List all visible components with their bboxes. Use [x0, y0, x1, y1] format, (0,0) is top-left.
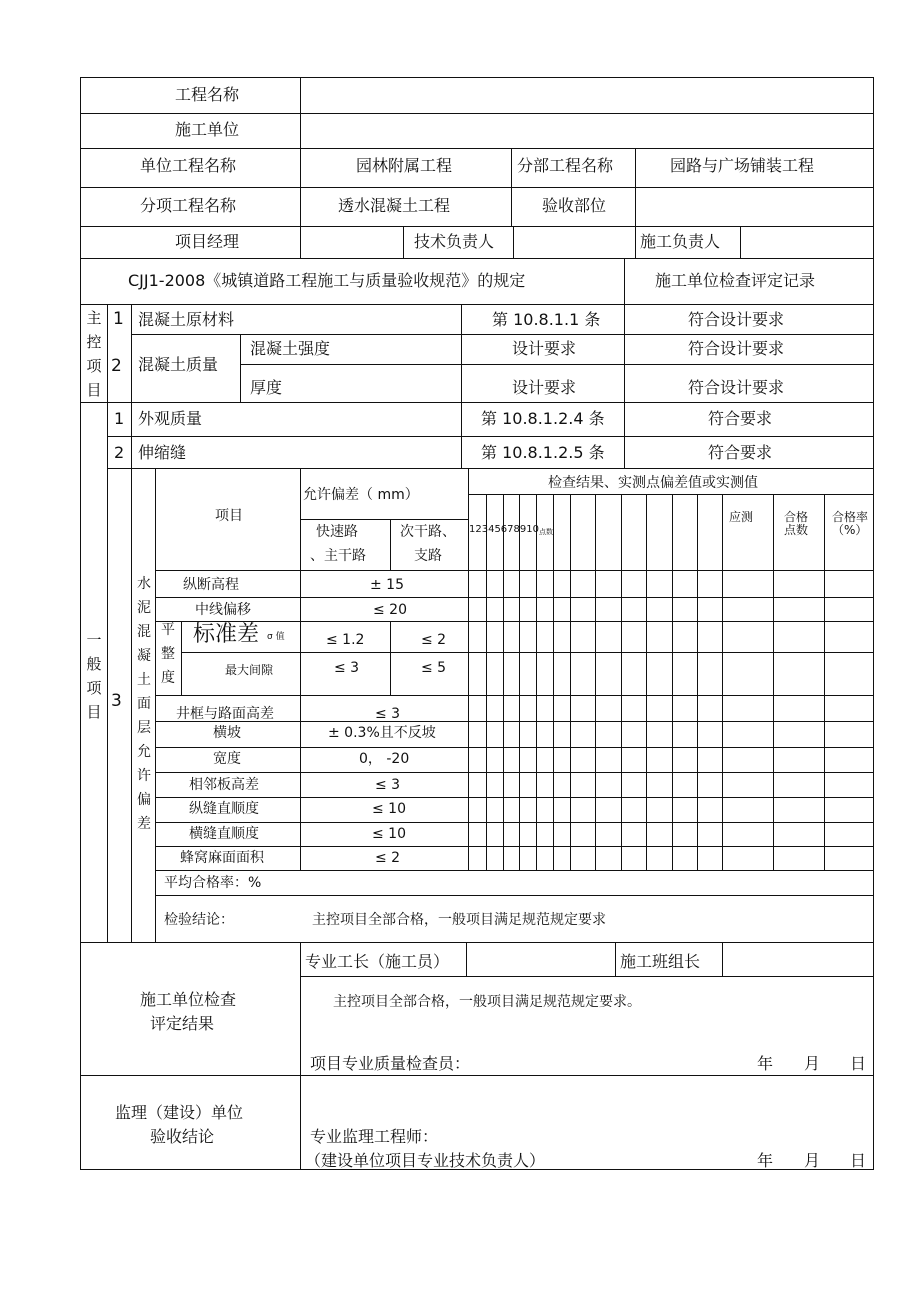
team-leader-label: 施工班组长 [620, 952, 701, 971]
construction-lead-label: 施工负责人 [640, 232, 721, 251]
sub-item-value: 透水混凝土工程 [338, 196, 451, 215]
table-head-secondary-2: 支路 [414, 548, 442, 564]
general-item-1-no: 1 [114, 409, 125, 428]
evaluation-label-1: 施工单位检查 [140, 990, 237, 1009]
sub-division-label: 分部工程名称 [517, 156, 614, 175]
row-stddev-secondary: ≤ 2 [421, 632, 447, 648]
row-crossfall-value: ± 0.3%且不反坡 [328, 725, 436, 741]
general-item-1-name: 外观质量 [138, 409, 203, 428]
table-head-pass-points-2: 点数 [784, 523, 809, 537]
row-max-gap-fast: ≤ 3 [334, 660, 360, 676]
main-item-1-result: 符合设计要求 [688, 310, 785, 329]
table-head-pass-rate-1: 合格率 [832, 510, 869, 524]
main-item-2-strength-result: 符合设计要求 [688, 339, 785, 358]
row-stddev-suffix: σ 值 [267, 632, 285, 642]
contractor-label: 施工单位 [175, 120, 240, 139]
table-head-pass-points-1: 合格 [784, 510, 809, 524]
table-head-pass-rate-2: （%） [832, 523, 868, 537]
main-item-1-name: 混凝土原材料 [138, 310, 235, 329]
avg-pass-rate: 平均合格率：% [164, 875, 262, 891]
row-stddev-fast: ≤ 1.2 [326, 632, 365, 648]
general-item-2-clause: 第 10.8.1.2.5 条 [481, 443, 605, 462]
record-label: 施工单位检查评定记录 [655, 271, 816, 290]
acceptance-part-label: 验收部位 [542, 196, 607, 215]
item-3-vertical-label: 水泥混凝土面层允许偏差 [137, 576, 151, 832]
general-item-2-name: 伸缩缝 [138, 443, 187, 462]
supervision-month-label: 月 [804, 1151, 821, 1170]
row-cross-joint-value: ≤ 10 [372, 826, 406, 842]
supervision-label-2: 验收结论 [150, 1127, 215, 1146]
flatness-label: 平整度 [161, 622, 175, 686]
row-stddev-name: 标准差 [193, 622, 260, 647]
owner-representative-label: （建设单位项目专业技术负责人） [305, 1151, 546, 1170]
evaluation-label-2: 评定结果 [150, 1014, 215, 1033]
row-long-joint-name: 纵缝直顺度 [189, 801, 259, 817]
conclusion-label: 检验结论： [164, 912, 234, 928]
row-max-gap-secondary: ≤ 5 [421, 660, 447, 676]
main-item-2-strength-clause: 设计要求 [512, 339, 577, 358]
row-centerline-value: ≤ 20 [373, 602, 407, 618]
main-item-2-sub-thickness: 厚度 [250, 378, 283, 397]
row-long-joint-value: ≤ 10 [372, 801, 406, 817]
row-elevation-name: 纵断高程 [183, 577, 239, 593]
general-item-1-clause: 第 10.8.1.2.4 条 [481, 409, 605, 428]
general-section-label: 一般项目 [86, 631, 102, 721]
row-width-value: 0， -20 [359, 751, 410, 767]
table-head-expressway-2: 、主干路 [310, 548, 366, 564]
supervision-day-label: 日 [850, 1151, 867, 1170]
conclusion-value: 主控项目全部合格，一般项目满足规范规定要求 [312, 912, 606, 928]
project-name-label: 工程名称 [175, 85, 240, 104]
inspector-label: 项目专业质量检查员： [310, 1054, 471, 1073]
eval-day-label: 日 [850, 1054, 867, 1073]
table-head-secondary-1: 次干路、 [400, 524, 456, 540]
supervision-label-1: 监理（建设）单位 [115, 1103, 244, 1122]
table-head-item: 项目 [215, 508, 243, 524]
row-elevation-value: ± 15 [370, 577, 404, 593]
main-item-1-no: 1 [113, 309, 124, 329]
foreman-label: 专业工长（施工员） [305, 952, 450, 971]
row-cross-joint-name: 横缝直顺度 [189, 826, 259, 842]
row-honeycomb-name: 蜂窝麻面面积 [180, 850, 264, 866]
main-control-section-label: 主控项目 [86, 309, 102, 399]
general-item-1-result: 符合要求 [708, 409, 773, 428]
eval-year-label: 年 [757, 1054, 774, 1073]
main-item-2-thickness-clause: 设计要求 [512, 378, 577, 397]
eval-month-label: 月 [804, 1054, 821, 1073]
main-item-2-thickness-result: 符合设计要求 [688, 378, 785, 397]
row-max-gap-name: 最大间隙 [225, 663, 274, 677]
row-crossfall-name: 横坡 [213, 725, 241, 741]
table-head-measured: 应测 [729, 510, 754, 524]
main-item-2-sub-strength: 混凝土强度 [250, 339, 331, 358]
general-item-2-no: 2 [114, 443, 125, 462]
sub-division-value: 园路与广场铺装工程 [670, 156, 815, 175]
row-adjacent-slab-value: ≤ 3 [375, 777, 401, 793]
row-manhole-name: 井框与路面高差 [176, 706, 274, 722]
row-centerline-name: 中线偏移 [195, 602, 251, 618]
general-item-3-no: 3 [111, 691, 122, 711]
evaluation-text: 主控项目全部合格，一般项目满足规范规定要求。 [333, 994, 641, 1010]
table-head-expressway-1: 快速路 [316, 524, 358, 540]
supervising-engineer-label: 专业监理工程师： [310, 1127, 439, 1146]
row-adjacent-slab-name: 相邻板高差 [189, 777, 259, 793]
table-head-points-digits: 12345678910 [469, 524, 539, 535]
table-head-points-word: 点数 [539, 528, 553, 536]
standard-text: CJJ1-2008《城镇道路工程施工与质量验收规范》的规定 [128, 271, 526, 290]
project-manager-label: 项目经理 [175, 232, 240, 251]
table-head-tolerance: 允许偏差（ mm） [303, 487, 419, 503]
main-item-2-no: 2 [111, 356, 122, 376]
row-manhole-value: ≤ 3 [375, 706, 401, 722]
general-item-2-result: 符合要求 [708, 443, 773, 462]
unit-project-value: 园林附属工程 [356, 156, 453, 175]
row-honeycomb-value: ≤ 2 [375, 850, 401, 866]
main-item-1-clause: 第 10.8.1.1 条 [492, 310, 601, 329]
table-head-check-results: 检查结果、实测点偏差值或实测值 [548, 475, 758, 491]
sub-item-label: 分项工程名称 [140, 196, 237, 215]
supervision-year-label: 年 [757, 1151, 774, 1170]
row-width-name: 宽度 [213, 751, 241, 767]
tech-lead-label: 技术负责人 [414, 232, 495, 251]
unit-project-label: 单位工程名称 [140, 156, 237, 175]
main-item-2-name: 混凝土质量 [138, 355, 219, 374]
